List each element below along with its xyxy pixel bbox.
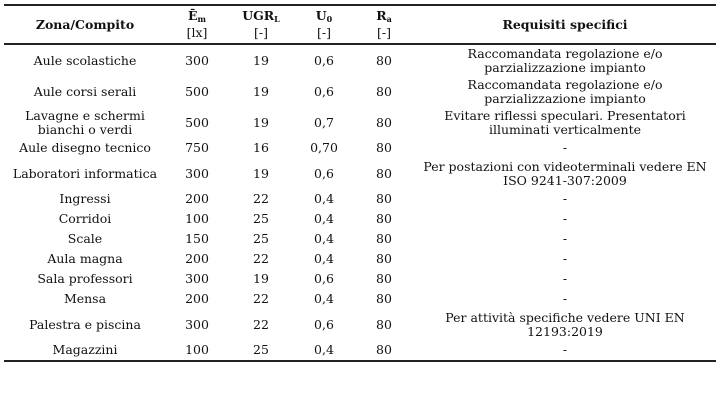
cell-u0: 0,4 <box>314 231 334 246</box>
cell-zona: Scale <box>67 231 103 246</box>
cell-ra: 80 <box>376 165 392 181</box>
cell-requisiti: - <box>562 211 568 226</box>
cell-u0: 0,7 <box>314 114 334 130</box>
cell-requisiti: - <box>562 291 568 306</box>
unit-ugr: [-] <box>254 25 268 40</box>
cell-zona: Aule scolastiche <box>33 52 137 68</box>
cell-zona: Lavagne e schermi bianchi o verdi <box>25 107 145 137</box>
table-header <box>4 5 716 44</box>
cell-ra: 80 <box>376 191 392 206</box>
header-ugr: $UGR_L$ [-] <box>228 5 294 44</box>
cell-u0: 0,70 <box>310 140 338 155</box>
cell-zona: Aule corsi serali <box>33 83 137 99</box>
cell-zona: Laboratori informatica <box>12 165 158 181</box>
table-row <box>4 340 716 361</box>
cell-u0: 0,6 <box>314 165 334 181</box>
cell-requisiti: - <box>562 251 568 266</box>
cell-ugr: 19 <box>253 52 269 68</box>
table-row <box>4 309 716 340</box>
cell-zona: Palestra e piscina <box>29 316 141 332</box>
cell-ugr: 22 <box>253 291 269 306</box>
cell-em: 300 <box>185 271 209 286</box>
cell-zona: Aula magna <box>47 251 123 266</box>
cell-u0: 0,4 <box>314 291 334 306</box>
cell-em: 500 <box>185 114 209 130</box>
unit-em: [lx] <box>186 25 208 40</box>
cell-requisiti: - <box>562 231 568 246</box>
cell-u0: 0,4 <box>314 211 334 226</box>
table-body <box>4 44 716 361</box>
table-row <box>4 229 716 249</box>
header-zona: Zona/Compito <box>35 16 135 32</box>
table-row <box>4 138 716 158</box>
cell-ugr: 19 <box>253 83 269 99</box>
cell-ugr: 19 <box>253 114 269 130</box>
header-requisiti: Requisiti specifici <box>502 16 628 32</box>
cell-ra: 80 <box>376 291 392 306</box>
cell-requisiti: Per postazioni con videoterminali vedere EN ISO 9241-307:2009 <box>423 158 707 188</box>
cell-em: 300 <box>185 52 209 68</box>
table-row <box>4 76 716 107</box>
lighting-requirements-table <box>4 4 716 362</box>
cell-ugr: 19 <box>253 271 269 286</box>
cell-requisiti: - <box>562 271 568 286</box>
cell-ra: 80 <box>376 231 392 246</box>
cell-zona: Corridoi <box>58 211 112 226</box>
cell-em: 300 <box>185 316 209 332</box>
cell-ugr: 25 <box>253 342 269 357</box>
cell-ra: 80 <box>376 316 392 332</box>
cell-requisiti: - <box>562 342 568 357</box>
table-row <box>4 44 716 76</box>
cell-em: 750 <box>185 140 209 155</box>
unit-u0: [-] <box>317 25 331 40</box>
cell-ugr: 22 <box>253 251 269 266</box>
cell-requisiti: - <box>562 140 568 155</box>
cell-ugr: 22 <box>253 316 269 332</box>
table-row <box>4 269 716 289</box>
cell-em: 200 <box>185 251 209 266</box>
cell-zona: Sala professori <box>37 271 133 286</box>
cell-ra: 80 <box>376 140 392 155</box>
header-ra: $R_a$ [-] <box>354 5 414 44</box>
cell-u0: 0,6 <box>314 271 334 286</box>
cell-ra: 80 <box>376 251 392 266</box>
cell-em: 300 <box>185 165 209 181</box>
table-row <box>4 107 716 138</box>
cell-u0: 0,4 <box>314 251 334 266</box>
cell-ra: 80 <box>376 83 392 99</box>
cell-requisiti: Raccomandata regolazione e/o parzializzazione impianto <box>467 76 663 106</box>
cell-ugr: 22 <box>253 191 269 206</box>
cell-u0: 0,6 <box>314 52 334 68</box>
table-row <box>4 158 716 189</box>
header-u0: $U_0$ [-] <box>294 5 354 44</box>
cell-zona: Magazzini <box>52 342 118 357</box>
cell-ra: 80 <box>376 271 392 286</box>
table-row <box>4 249 716 269</box>
header-em: $Ē_m$ [lx] <box>166 5 228 44</box>
cell-zona: Ingressi <box>59 191 111 206</box>
cell-u0: 0,4 <box>314 342 334 357</box>
cell-ugr: 16 <box>253 140 269 155</box>
table-row <box>4 209 716 229</box>
cell-em: 500 <box>185 83 209 99</box>
cell-requisiti: - <box>562 191 568 206</box>
cell-u0: 0,6 <box>314 83 334 99</box>
cell-ra: 80 <box>376 114 392 130</box>
cell-ugr: 19 <box>253 165 269 181</box>
cell-em: 200 <box>185 191 209 206</box>
table-row <box>4 189 716 209</box>
cell-requisiti: Per attività specifiche vedere UNI EN 12193:2019 <box>445 309 685 339</box>
cell-requisiti: Raccomandata regolazione e/o parzializzazione impianto <box>467 45 663 75</box>
cell-em: 200 <box>185 291 209 306</box>
cell-em: 100 <box>185 211 209 226</box>
cell-ra: 80 <box>376 342 392 357</box>
cell-requisiti: Evitare riflessi speculari. Presentatori illuminati verticalmente <box>444 107 686 137</box>
cell-zona: Aule disegno tecnico <box>19 140 151 155</box>
table-row <box>4 289 716 309</box>
cell-u0: 0,6 <box>314 316 334 332</box>
cell-em: 100 <box>185 342 209 357</box>
cell-ra: 80 <box>376 211 392 226</box>
cell-ra: 80 <box>376 52 392 68</box>
cell-zona: Mensa <box>63 291 107 306</box>
cell-u0: 0,4 <box>314 191 334 206</box>
cell-em: 150 <box>185 231 209 246</box>
unit-ra: [-] <box>377 25 391 40</box>
cell-ugr: 25 <box>253 211 269 226</box>
header-row <box>4 5 716 44</box>
cell-ugr: 25 <box>253 231 269 246</box>
